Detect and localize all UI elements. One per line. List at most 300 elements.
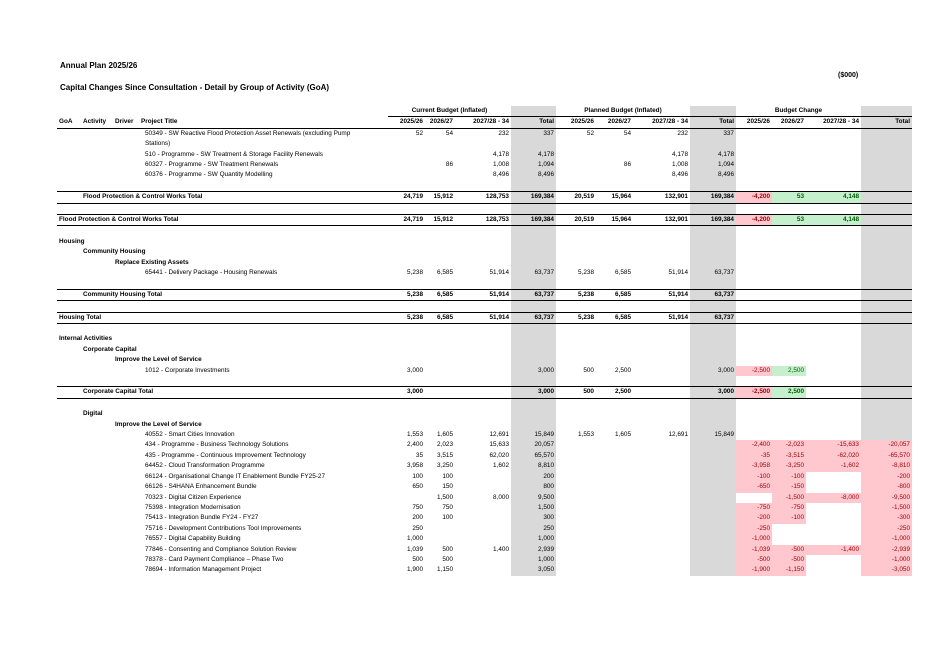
spacer-cell [139, 278, 388, 289]
section-heading: Digital [83, 410, 103, 418]
planned-2026-27-cell [596, 493, 633, 503]
change-2027-34-cell [806, 472, 861, 482]
current-2027-34-cell: 128,753 [455, 215, 511, 226]
empty-cell [736, 258, 861, 268]
current-total-cell: 250 [511, 524, 556, 534]
spacer-cell [690, 324, 736, 335]
project-title: 78378 - Card Payment Compliance – Phase Two [145, 555, 284, 563]
change-total-cell [861, 387, 912, 398]
spacer-cell [596, 324, 633, 335]
spacer-cell [511, 398, 556, 409]
current-total-cell: 1,500 [511, 503, 556, 513]
change-2027-34-cell [806, 555, 861, 565]
spacer-cell [861, 324, 912, 335]
change-2026-27-cell: 53 [772, 215, 806, 226]
planned-2025-26-cell [556, 534, 596, 544]
project-title: 70323 - Digital Citizen Experience [145, 493, 242, 501]
change-2025-26-cell: -100 [736, 472, 772, 482]
spacer-row [57, 324, 912, 335]
change-2027-34-cell: -62,020 [806, 451, 861, 461]
current-2025-26-cell: 5,238 [388, 289, 425, 300]
spacer-cell [690, 301, 736, 312]
planned-total-cell: 63,737 [690, 268, 736, 278]
current-2026-27-cell: 6,585 [425, 289, 455, 300]
change-total-cell [861, 128, 912, 139]
spacer-cell [455, 226, 511, 237]
current-2027-34-cell [455, 555, 511, 565]
project-row [57, 524, 912, 534]
planned-2027-34-cell: 8,496 [672, 171, 688, 179]
project-title: 60327 - Programme - SW Treatment Renewals [145, 161, 279, 169]
empty-cell [556, 420, 690, 430]
current-total-cell: 1,000 [511, 555, 556, 565]
current-2026-27-cell: 500 [442, 555, 453, 563]
spacer-cell [388, 278, 425, 289]
project-title: 78694 - Information Management Project [145, 566, 262, 574]
subtotal-label: Corporate Capital Total [57, 387, 388, 398]
project-title: 66124 - Organisational Change IT Enablement Bundle FY25-27 [145, 472, 326, 480]
project-title: 64452 - Cloud Transformation Programme [145, 462, 265, 470]
col-header-change-2025-26: 2025/26 [736, 117, 772, 128]
spacer-cell [139, 324, 388, 335]
planned-2025-26-cell: 52 [586, 129, 594, 137]
current-2026-27-cell: 100 [442, 472, 453, 480]
project-row [57, 440, 912, 450]
current-total-cell: 2,939 [511, 545, 556, 555]
planned-2025-26-cell [556, 160, 596, 170]
project-title: 77846 - Consenting and Compliance Solution Review [145, 545, 297, 553]
project-title: 76557 - Digital Capability Building [145, 535, 241, 543]
project-title: 65441 - Delivery Package - Housing Renewals [145, 269, 278, 277]
planned-2026-27-cell [596, 451, 633, 461]
spacer-cell [425, 203, 455, 214]
project-row [57, 513, 912, 523]
planned-total-cell [690, 440, 736, 450]
planned-2027-34-cell [633, 524, 690, 534]
project-title: 435 - Programme - Continuous Improvement Technology [145, 451, 306, 459]
planned-2027-34-cell: 232 [677, 129, 688, 137]
planned-total-cell [690, 493, 736, 503]
total-cell [861, 237, 912, 247]
current-2027-34-cell [455, 565, 511, 575]
project-row [57, 430, 912, 440]
total-cell [690, 237, 736, 247]
current-2027-34-cell: 62,020 [489, 451, 509, 459]
total-cell [511, 355, 556, 365]
planned-total-cell [690, 555, 736, 565]
current-2027-34-cell: 51,914 [455, 289, 511, 300]
empty-cell [736, 420, 861, 430]
current-total-cell: 200 [511, 472, 556, 482]
change-total-cell: -200 [861, 472, 912, 482]
current-2027-34-cell [455, 524, 511, 534]
change-2027-34-cell [806, 387, 861, 398]
current-2027-34-cell: 51,914 [489, 269, 509, 277]
spacer-cell [556, 301, 596, 312]
planned-2027-34-cell: 132,901 [633, 192, 690, 203]
project-row [57, 545, 912, 555]
group-header-change-total-cell [861, 106, 912, 117]
change-total-cell: -1,000 [861, 555, 912, 565]
planned-total-cell [690, 565, 736, 575]
group-header-change: Budget Change [736, 106, 861, 117]
current-2026-27-cell: 15,912 [425, 192, 455, 203]
spacer-cell [736, 181, 772, 192]
planned-2026-27-cell: 1,605 [615, 431, 631, 439]
planned-2026-27-cell [596, 503, 633, 513]
spacer-cell [113, 376, 139, 387]
project-row [57, 366, 912, 376]
project-row [57, 128, 912, 139]
spacer-cell [633, 376, 690, 387]
spacer-cell [57, 226, 81, 237]
current-2026-27-cell [425, 139, 455, 149]
project-title: 75716 - Development Contributions Tool Improvements [145, 524, 302, 532]
section-heading: Improve the Level of Service [115, 420, 202, 428]
spacer-cell [113, 203, 139, 214]
planned-total-cell: 63,737 [690, 312, 736, 323]
planned-2026-27-cell [596, 545, 633, 555]
spacer-cell [81, 226, 113, 237]
planned-2025-26-cell [556, 555, 596, 565]
spacer-cell [511, 278, 556, 289]
spacer-cell [690, 226, 736, 237]
change-2025-26-cell: -3,958 [736, 461, 772, 471]
spacer-cell [139, 301, 388, 312]
spacer-cell [57, 376, 81, 387]
change-2025-26-cell: -1,039 [736, 545, 772, 555]
spacer-cell [455, 301, 511, 312]
change-2026-27-cell [772, 312, 806, 323]
empty-cell [556, 355, 690, 365]
change-total-cell [861, 160, 912, 170]
change-2026-27-cell [772, 170, 806, 180]
planned-2027-34-cell: 51,914 [668, 269, 688, 277]
subtotal-row [57, 387, 912, 398]
change-2025-26-cell: -250 [736, 524, 772, 534]
project-row [57, 268, 912, 278]
project-row [57, 534, 912, 544]
group-header-planned: Planned Budget (Inflated) [556, 106, 690, 117]
planned-total-cell: 4,178 [690, 150, 736, 160]
spacer-cell [806, 181, 861, 192]
total-cell [511, 247, 556, 257]
planned-2025-26-cell [556, 482, 596, 492]
spacer-cell [861, 278, 912, 289]
spacer-cell [596, 278, 633, 289]
current-total-cell: 63,737 [511, 268, 556, 278]
current-2025-26-cell: 35 [415, 451, 423, 459]
empty-cell [736, 355, 861, 365]
spacer-cell [388, 181, 425, 192]
spacer-cell [57, 203, 81, 214]
project-row [57, 472, 912, 482]
spacer-cell [511, 301, 556, 312]
empty-cell [556, 237, 690, 247]
planned-2026-27-cell [596, 524, 633, 534]
planned-total-cell [690, 503, 736, 513]
spacer-cell [596, 398, 633, 409]
current-total-cell: 8,496 [511, 170, 556, 180]
current-2027-34-cell [455, 472, 511, 482]
current-2025-26-cell: 5,238 [388, 312, 425, 323]
empty-cell [556, 247, 690, 257]
planned-total-cell [690, 482, 736, 492]
change-2026-27-cell: -3,250 [772, 461, 806, 471]
planned-2026-27-cell [596, 440, 633, 450]
spacer-cell [772, 398, 806, 409]
project-title: 510 - Programme - SW Treatment & Storage Facility Renewals [145, 150, 323, 158]
planned-2027-34-cell: 132,901 [633, 215, 690, 226]
spacer-cell [806, 324, 861, 335]
spacer-cell [556, 203, 596, 214]
spacer-cell [81, 203, 113, 214]
current-2025-26-cell: 24,719 [388, 215, 425, 226]
change-2027-34-cell: -8,000 [806, 493, 861, 503]
change-2027-34-cell [806, 513, 861, 523]
current-2027-34-cell: 4,178 [493, 150, 509, 158]
planned-2026-27-cell [596, 139, 633, 149]
current-2025-26-cell [388, 160, 425, 170]
column-header-row [57, 117, 912, 128]
current-total-cell: 1,094 [511, 160, 556, 170]
change-total-cell [861, 170, 912, 180]
spacer-cell [425, 376, 455, 387]
spacer-cell [772, 301, 806, 312]
planned-2027-34-cell [633, 387, 690, 398]
current-2027-34-cell: 128,753 [455, 192, 511, 203]
current-2026-27-cell: 750 [442, 503, 453, 511]
project-title: 60376 - Programme - SW Quantity Modelling [145, 171, 273, 179]
spacer-cell [57, 301, 81, 312]
change-2025-26-cell: -4,200 [736, 215, 772, 226]
change-2026-27-cell [772, 139, 806, 149]
change-2026-27-cell [772, 524, 806, 534]
planned-total-cell [690, 545, 736, 555]
change-total-cell: -2,939 [861, 545, 912, 555]
planned-total-cell [690, 534, 736, 544]
planned-2027-34-cell [633, 139, 690, 149]
spacer-cell [556, 181, 596, 192]
subtotal-label: Housing Total [57, 312, 388, 323]
current-2027-34-cell [455, 139, 511, 149]
change-2027-34-cell [806, 524, 861, 534]
change-total-cell: -800 [861, 482, 912, 492]
project-row [57, 482, 912, 492]
current-2025-26-cell: 24,719 [388, 192, 425, 203]
section-heading-row [57, 355, 912, 365]
spacer-cell [81, 181, 113, 192]
planned-2025-26-cell [556, 545, 596, 555]
current-2026-27-cell: 1,500 [437, 493, 453, 501]
current-2025-26-cell: 650 [412, 483, 423, 491]
change-total-cell: -1,500 [861, 503, 912, 513]
spacer-cell [113, 181, 139, 192]
spacer-cell [736, 324, 772, 335]
total-cell [690, 345, 736, 355]
planned-2025-26-cell [556, 524, 596, 534]
current-2027-34-cell [455, 534, 511, 544]
change-total-cell [861, 215, 912, 226]
current-2026-27-cell: 54 [445, 129, 453, 137]
planned-total-cell: 63,737 [690, 289, 736, 300]
planned-2027-34-cell [633, 493, 690, 503]
col-header-planned-total: Total [690, 117, 736, 128]
planned-total-cell [690, 451, 736, 461]
planned-2027-34-cell [633, 472, 690, 482]
change-2026-27-cell: -1,500 [772, 493, 806, 503]
section-heading: Housing [59, 237, 85, 245]
current-total-cell: 169,384 [511, 215, 556, 226]
spacer-cell [633, 398, 690, 409]
spacer-cell [388, 398, 425, 409]
spacer-cell [633, 324, 690, 335]
change-2027-34-cell: 4,148 [806, 192, 861, 203]
change-2026-27-cell [772, 289, 806, 300]
planned-2026-27-cell: 15,964 [596, 215, 633, 226]
spacer-cell [511, 324, 556, 335]
planned-2027-34-cell: 12,691 [668, 431, 688, 439]
spacer-cell [139, 376, 388, 387]
spacer-cell [455, 203, 511, 214]
spacer-cell [556, 226, 596, 237]
current-total-cell: 15,849 [511, 430, 556, 440]
col-header-change-total: Total [861, 117, 912, 128]
current-2026-27-cell [425, 366, 455, 376]
change-2027-34-cell [806, 289, 861, 300]
total-cell [861, 258, 912, 268]
current-2026-27-cell [425, 534, 455, 544]
planned-2027-34-cell: 51,914 [633, 289, 690, 300]
spacer-cell [425, 324, 455, 335]
section-heading: Corporate Capital [83, 345, 137, 353]
planned-2025-26-cell [556, 461, 596, 471]
planned-2027-34-cell [633, 440, 690, 450]
section-heading-row [57, 334, 912, 344]
project-title: 434 - Programme - Business Technology Solutions [145, 441, 289, 449]
group-header-current: Current Budget (Inflated) [388, 106, 511, 117]
empty-cell [736, 247, 861, 257]
change-2025-26-cell [736, 430, 772, 440]
planned-2027-34-cell [633, 366, 690, 376]
col-header-planned-2027-34: 2027/28 - 34 [633, 117, 690, 128]
empty-cell [736, 345, 861, 355]
spacer-cell [425, 226, 455, 237]
spacer-cell [455, 181, 511, 192]
subtotal-label: Community Housing Total [57, 289, 388, 300]
spacer-cell [425, 181, 455, 192]
spacer-cell [596, 203, 633, 214]
project-row [57, 451, 912, 461]
change-2026-27-cell: -750 [772, 503, 806, 513]
spacer-cell [556, 376, 596, 387]
planned-2025-26-cell: 5,238 [556, 289, 596, 300]
spacer-cell [556, 324, 596, 335]
table-body [57, 106, 912, 576]
change-2027-34-cell: -1,400 [806, 545, 861, 555]
spacer-cell [455, 398, 511, 409]
current-2025-26-cell [388, 493, 425, 503]
subtotal-label: Flood Protection & Control Works Total [57, 215, 388, 226]
spacer-cell [388, 203, 425, 214]
current-2025-26-cell: 500 [412, 555, 423, 563]
change-2025-26-cell: -500 [736, 555, 772, 565]
current-total-cell: 9,500 [511, 493, 556, 503]
spacer-cell [690, 398, 736, 409]
spacer-cell [57, 398, 81, 409]
col-header-change-2026-27: 2026/27 [772, 117, 806, 128]
planned-2026-27-cell [596, 472, 633, 482]
change-2025-26-cell [736, 289, 772, 300]
current-2026-27-cell: 3,515 [437, 451, 453, 459]
change-2025-26-cell [736, 139, 772, 149]
planned-2026-27-cell: 54 [623, 129, 631, 137]
change-2025-26-cell [736, 312, 772, 323]
spacer-cell [736, 278, 772, 289]
current-2025-26-cell: 250 [412, 524, 423, 532]
current-2027-34-cell: 12,691 [489, 431, 509, 439]
current-2027-34-cell [455, 482, 511, 492]
current-2025-26-cell: 1,000 [407, 535, 423, 543]
spacer-row [57, 203, 912, 214]
spacer-cell [806, 301, 861, 312]
spacer-cell [633, 181, 690, 192]
planned-2026-27-cell: 2,500 [596, 387, 633, 398]
section-heading-row [57, 420, 912, 430]
spacer-row [57, 278, 912, 289]
current-2025-26-cell: 3,000 [388, 387, 425, 398]
planned-2025-26-cell: 500 [583, 366, 594, 374]
current-2026-27-cell: 100 [442, 514, 453, 522]
total-cell [861, 345, 912, 355]
current-2026-27-cell [425, 170, 455, 180]
spacer-cell [511, 181, 556, 192]
current-2027-34-cell [455, 503, 511, 513]
spacer-cell [690, 376, 736, 387]
change-2025-26-cell [736, 128, 772, 139]
change-total-cell: -8,810 [861, 461, 912, 471]
current-2025-26-cell [388, 150, 425, 160]
change-2025-26-cell: -35 [736, 451, 772, 461]
current-total-cell: 169,384 [511, 192, 556, 203]
current-total-cell: 3,000 [511, 387, 556, 398]
change-2027-34-cell: -15,633 [806, 440, 861, 450]
current-total-cell: 800 [511, 482, 556, 492]
current-2025-26-cell: 3,000 [407, 366, 423, 374]
planned-total-cell: 3,000 [690, 387, 736, 398]
spacer-cell [113, 301, 139, 312]
spacer-cell [425, 301, 455, 312]
planned-2025-26-cell [556, 565, 596, 575]
current-2025-26-cell: 2,400 [407, 441, 423, 449]
empty-cell [556, 334, 690, 344]
spacer-cell [861, 203, 912, 214]
planned-total-cell: 3,000 [690, 366, 736, 376]
planned-2025-26-cell [556, 170, 596, 180]
spacer-cell [455, 278, 511, 289]
current-total-cell: 20,057 [511, 440, 556, 450]
planned-2026-27-cell [596, 555, 633, 565]
planned-2027-34-cell [633, 513, 690, 523]
change-total-cell: -1,000 [861, 534, 912, 544]
change-2027-34-cell [806, 150, 861, 160]
planned-2026-27-cell [596, 513, 633, 523]
planned-2025-26-cell [556, 472, 596, 482]
spacer-cell [633, 278, 690, 289]
planned-2025-26-cell: 5,238 [578, 269, 594, 277]
spacer-cell [596, 376, 633, 387]
change-2027-34-cell: 4,148 [806, 215, 861, 226]
